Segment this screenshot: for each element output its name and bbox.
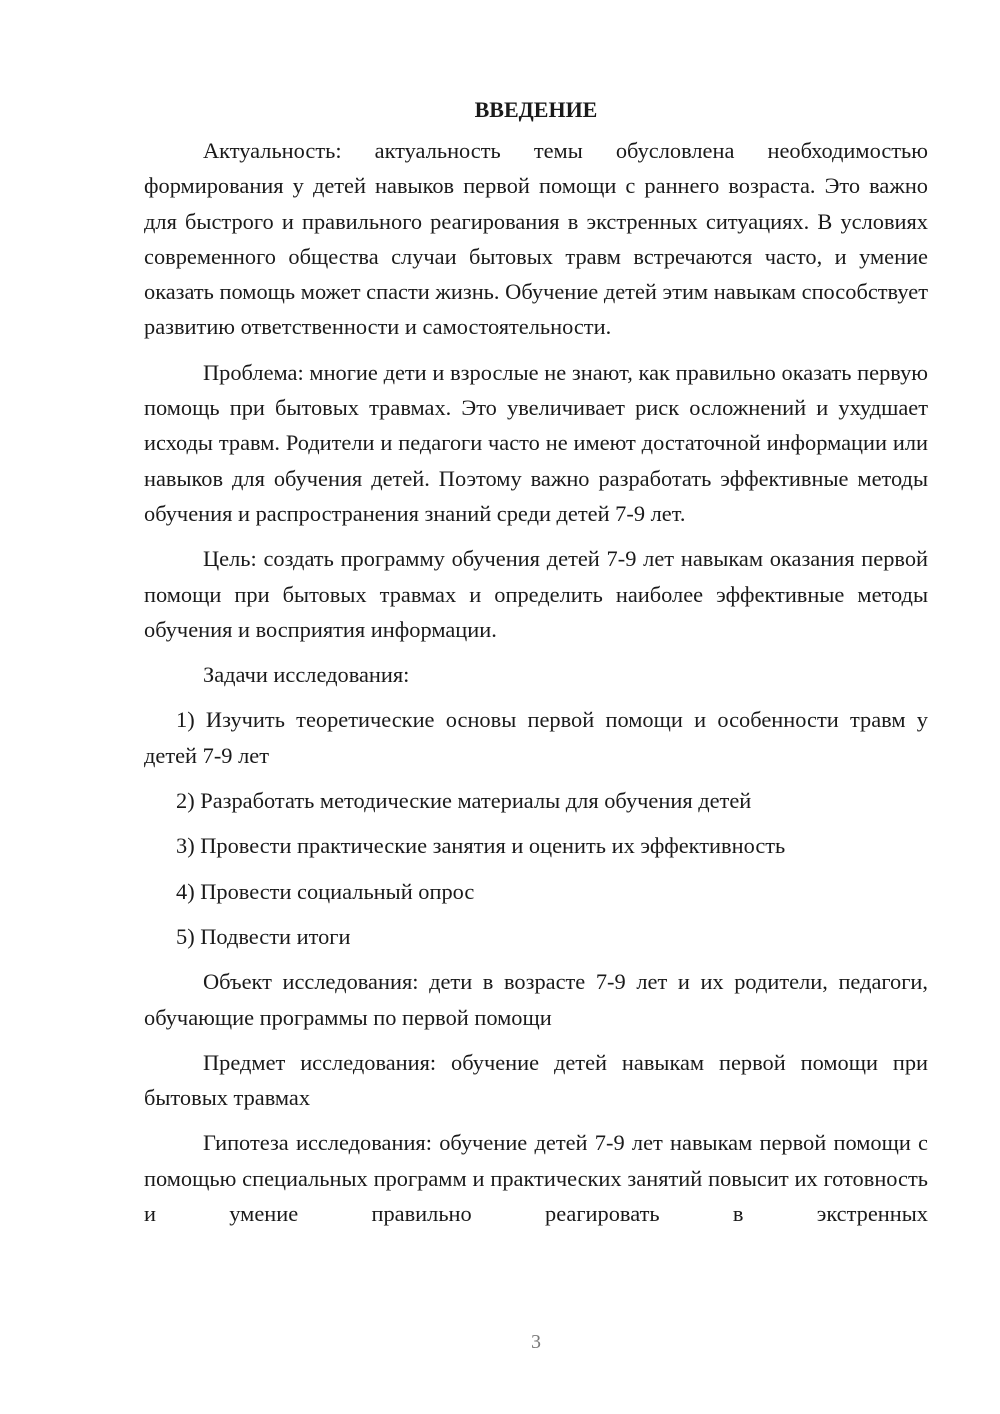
hypothesis-paragraph: Гипотеза исследования: обучение детей 7-9 лет навыкам первой помощи с помощью специальных программ и практических занятий повысит их готовность и умение правильно реагировать в экстренных — [144, 1130, 928, 1227]
task-item-4: 4) Провести социальный опрос — [176, 878, 475, 904]
task-item-3: 3) Провести практические занятия и оценить их эффективность — [176, 833, 786, 859]
page-number: 3 — [531, 1331, 541, 1353]
task-item-1: 1) Изучить теоретические основы первой помощи и особенности травм у детей 7-9 лет — [144, 707, 928, 768]
document-page — [144, 92, 928, 1231]
problem-paragraph: Проблема: многие дети и взрослые не знают, как правильно оказать первую помощь при бытовых травмах. Это увеличивает риск осложнений и ухудшает исходы травм. Родители и педагоги часто не имеют достаточной информации или навыков для обучения детей. Поэтому важно разработать эффективные методы обучения и распространения знаний среди детей 7-9 лет. — [144, 359, 928, 526]
tasks-title: Задачи исследования: — [203, 662, 410, 688]
task-item-5: 5) Подвести итоги — [176, 923, 351, 949]
subject-paragraph: Предмет исследования: обучение детей навыкам первой помощи при бытовых травмах — [144, 1049, 928, 1111]
object-paragraph: Объект исследования: дети в возрасте 7-9 лет и их родители, педагоги, обучающие программы по первой помощи — [144, 969, 928, 1030]
section-heading: ВВЕДЕНИЕ — [474, 97, 598, 122]
goal-paragraph: Цель: создать программу обучения детей 7-9 лет навыкам оказания первой помощи при бытовых травмах и определить наиболее эффективные методы обучения и восприятия информации. — [144, 546, 928, 642]
task-item-2: 2) Разработать методические материалы для обучения детей — [176, 788, 752, 814]
relevance-paragraph: Актуальность: актуальность темы обусловлена необходимостью формирования у детей навыков первой помощи с раннего возраста. Это важно для быстрого и правильного реагирования в экстренных ситуациях. В условиях современного общества случаи бытовых травм встречаются часто, и умение оказать помощь может спасти жизнь. Обучение детей этим навыкам способствует развитию ответственности и самостоятельности. — [144, 138, 928, 340]
